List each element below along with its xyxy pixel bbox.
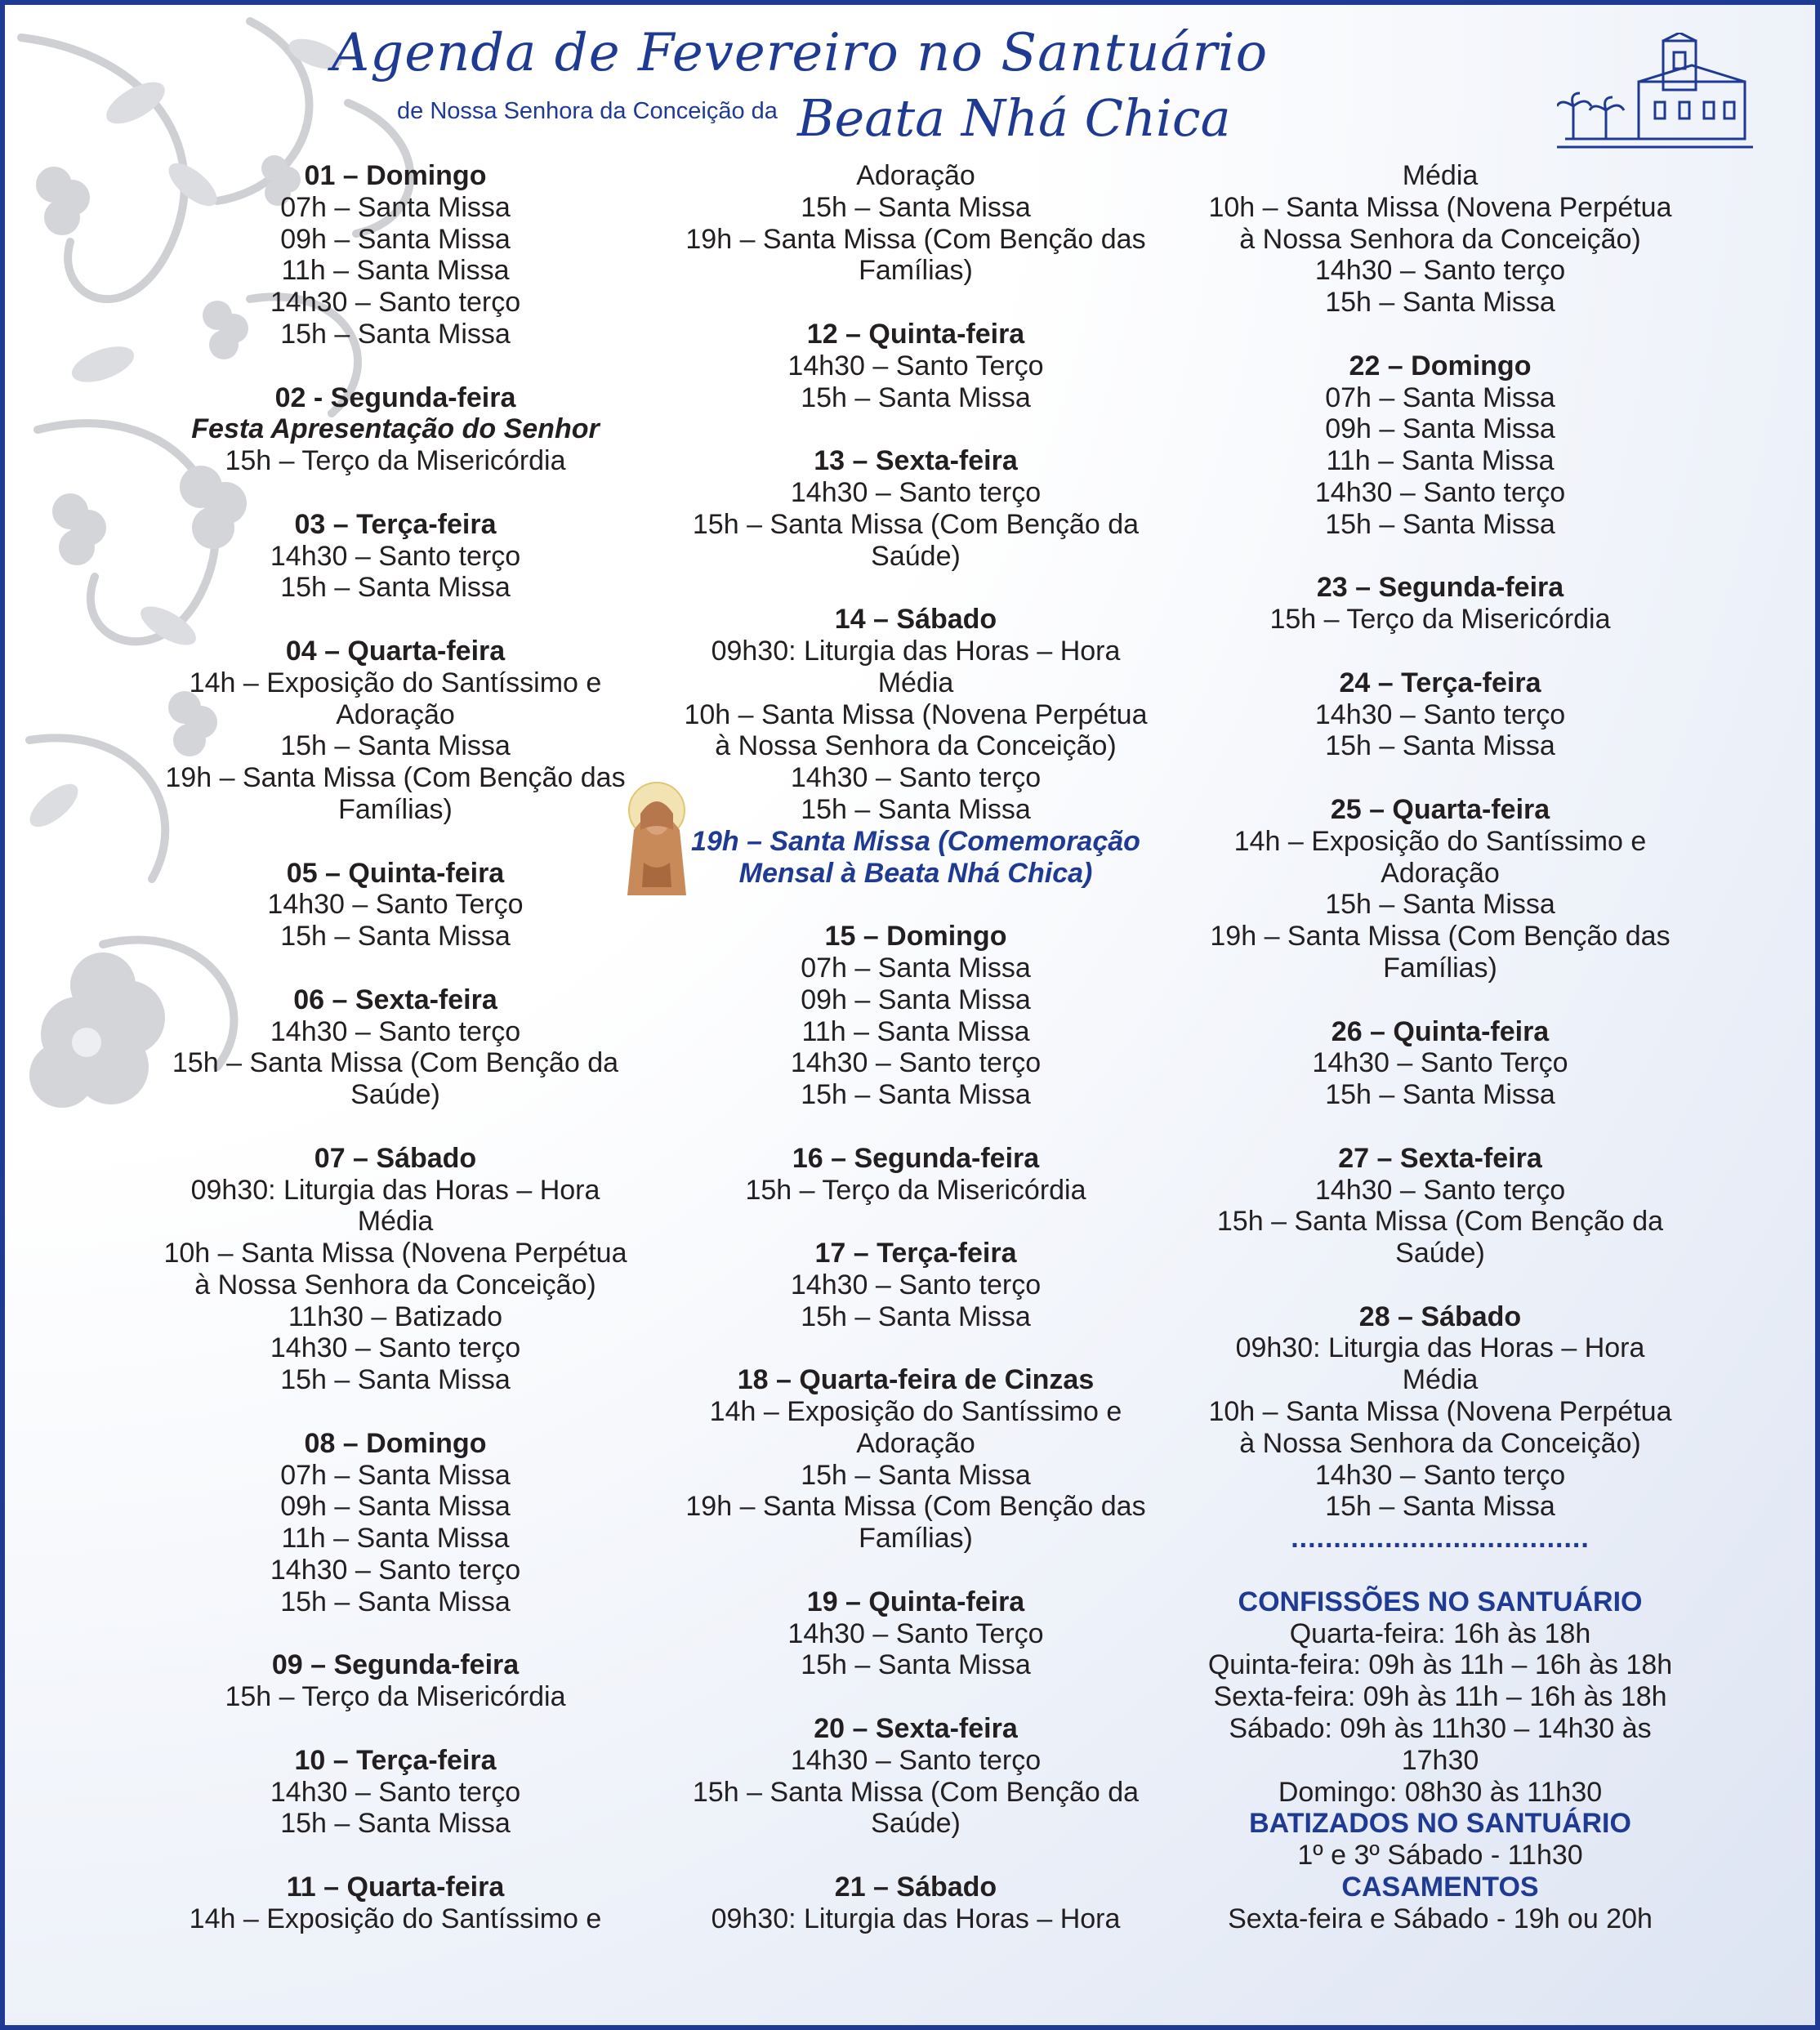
highlight-item: 19h – Santa Missa (Comemoração [691,825,1140,857]
schedule-item: 14h30 – Santo terço [1314,1459,1566,1491]
schedule-item: 14h30 – Santo terço [790,1744,1042,1776]
day-title: 15 – Domingo [824,921,1007,953]
schedule-item: 09h30: Liturgia das Horas – Hora [1235,1332,1645,1364]
confessions-line: Quarta-feira: 16h às 18h [1289,1617,1591,1649]
day-title: 07 – Sábado [314,1142,477,1174]
schedule-item: 15h – Santa Missa [1325,1491,1555,1523]
schedule-item: à Nossa Senhora da Conceição) [1239,1427,1641,1459]
schedule-item: Famílias) [859,1523,973,1555]
schedule-item: 10h – Santa Missa (Novena Perpétua [1208,1396,1672,1428]
schedule-item: Famílias) [859,255,973,287]
schedule-item: Média [1402,1364,1479,1396]
schedule-item: 14h30 – Santo terço [270,287,521,319]
day-title: 23 – Segunda-feira [1316,572,1564,604]
highlight-item: Mensal à Beata Nhá Chica) [738,857,1093,889]
day-title: 14 – Sábado [834,604,997,636]
day-title: 11 – Quarta-feira [286,1872,505,1903]
schedule-item: 15h – Santa Missa [1325,287,1555,319]
baptisms-heading: BATIZADOS NO SANTUÁRIO [1249,1808,1631,1840]
schedule-item: 14h30 – Santo terço [790,476,1042,508]
day-title: 16 – Segunda-feira [792,1142,1040,1174]
church-illustration-icon [1557,33,1753,155]
day-title: 26 – Quinta-feira [1331,1015,1550,1047]
schedule-item: 14h30 – Santo terço [270,1332,521,1364]
schedule-item: 14h30 – Santo terço [1314,698,1566,730]
schedule-item: 15h – Santa Missa [801,1459,1031,1491]
schedule-item: 15h – Terço da Misericórdia [745,1174,1086,1206]
schedule-item: 15h – Santa Missa [1325,730,1555,762]
schedule-column-3 [1195,160,1685,1935]
schedule-item: Média [1402,160,1479,191]
confessions-line: Domingo: 08h30 às 11h30 [1278,1776,1603,1808]
schedule-item: 14h30 – Santo terço [270,540,521,572]
schedule-item: 09h – Santa Missa [801,984,1031,1015]
schedule-item: 07h – Santa Missa [1325,381,1555,413]
page-subtitle: de Nossa Senhora da Conceição da [397,98,778,124]
schedule-item: 14h – Exposição do Santíssimo e [189,667,602,698]
dotted-separator: ................................... [1291,1523,1590,1555]
schedule-item: 15h – Santa Missa [1325,889,1555,921]
schedule-item: 15h – Santa Missa [801,191,1031,223]
schedule-item: 14h30 – Santo Terço [787,1617,1044,1649]
schedule-item: 15h – Santa Missa (Com Benção da [172,1047,619,1079]
schedule-item: 19h – Santa Missa (Com Benção das [165,762,626,794]
confessions-heading: CONFISSÕES NO SANTUÁRIO [1238,1586,1643,1617]
schedule-item: 15h – Santa Missa [801,793,1031,825]
schedule-item: 15h – Santa Missa [280,572,511,604]
page-title: Agenda de Fevereiro no Santuário [332,23,1269,83]
schedule-item: Adoração [856,160,975,191]
sanctuary-name: Beata Nhá Chica [797,88,1231,148]
schedule-item: 19h – Santa Missa (Com Benção das [685,223,1146,255]
schedule-item: 15h – Santa Missa [801,1301,1031,1332]
schedule-item: 15h – Terço da Misericórdia [1269,604,1611,636]
schedule-item: 15h – Terço da Misericórdia [225,1681,566,1713]
schedule-item: 14h30 – Santo terço [1314,255,1566,287]
schedule-item: 09h30: Liturgia das Horas – Hora [190,1174,600,1206]
schedule-item: 09h – Santa Missa [280,223,511,255]
schedule-item: à Nossa Senhora da Conceição) [1239,223,1641,255]
header [332,23,1475,154]
day-title: 28 – Sábado [1358,1301,1522,1332]
schedule-item: 15h – Santa Missa [280,1586,511,1617]
schedule-item: 11h – Santa Missa [281,255,510,287]
schedule-item: Média [357,1206,434,1238]
schedule-item: 10h – Santa Missa (Novena Perpétua [163,1238,627,1269]
schedule-item: 09h30: Liturgia das Horas – Hora [711,635,1121,667]
day-title: 18 – Quarta-feira de Cinzas [737,1364,1095,1396]
schedule-item: 15h – Santa Missa [801,1079,1031,1111]
schedule-item: 09h30: Liturgia das Horas – Hora [711,1903,1121,1934]
schedule-item: 14h30 – Santo terço [790,762,1042,794]
schedule-item: 14h – Exposição do Santíssimo e [189,1903,602,1934]
baptisms-line: 1º e 3º Sábado - 11h30 [1297,1840,1583,1872]
schedule-item: 14h30 – Santo terço [270,1776,521,1808]
schedule-column-1 [150,160,640,1966]
schedule-item: 07h – Santa Missa [801,952,1031,984]
schedule-item: 14h30 – Santo Terço [1312,1047,1568,1079]
schedule-item: 11h – Santa Missa [281,1523,510,1555]
schedule-item: 14h – Exposição do Santíssimo e [709,1396,1122,1428]
schedule-item: 15h – Santa Missa [280,921,511,953]
schedule-item: 15h – Santa Missa [1325,1079,1555,1111]
confessions-line: Quinta-feira: 09h às 11h – 16h às 18h [1207,1649,1673,1681]
schedule-item: Adoração [1381,857,1500,889]
day-title: 10 – Terça-feira [294,1744,497,1776]
confessions-line: 17h30 [1401,1744,1479,1776]
schedule-item: 11h – Santa Missa [1326,445,1555,477]
confessions-line: Sábado: 09h às 11h30 – 14h30 às [1229,1713,1652,1745]
schedule-item: 15h – Santa Missa [801,381,1031,413]
schedule-item: 15h – Terço da Misericórdia [225,445,566,477]
schedule-item: 14h30 – Santo terço [270,1555,521,1586]
schedule-item: Saúde) [350,1079,440,1111]
schedule-item: Adoração [856,1427,975,1459]
day-title: 08 – Domingo [304,1427,487,1459]
schedule-item: 14h30 – Santo terço [790,1269,1042,1301]
schedule-item: 15h – Santa Missa [280,730,511,762]
schedule-item: Saúde) [1395,1238,1485,1269]
day-title: 13 – Sexta-feira [814,445,1018,477]
schedule-item: à Nossa Senhora da Conceição) [194,1269,596,1301]
day-title: 25 – Quarta-feira [1330,793,1550,825]
schedule-item: 14h30 – Santo Terço [787,350,1044,381]
schedule-item: Adoração [336,698,455,730]
day-title: 22 – Domingo [1349,350,1532,381]
schedule-item: Saúde) [871,540,961,572]
schedule-item: Média [877,667,954,698]
day-title: 04 – Quarta-feira [285,635,506,667]
schedule-item: 11h – Santa Missa [801,1015,1030,1047]
day-title: 20 – Sexta-feira [814,1713,1018,1745]
schedule-item: Famílias) [1383,952,1497,984]
schedule-item: Famílias) [338,793,453,825]
day-title: 09 – Segunda-feira [271,1649,520,1681]
saint-portrait-icon [619,781,694,895]
schedule-item: 15h – Santa Missa [801,1649,1031,1681]
day-title: 17 – Terça-feira [814,1238,1017,1269]
schedule-item: 10h – Santa Missa (Novena Perpétua [684,698,1148,730]
schedule-item: 10h – Santa Missa (Novena Perpétua [1208,191,1672,223]
schedule-item: 15h – Santa Missa [280,318,511,350]
schedule-item: à Nossa Senhora da Conceição) [715,730,1117,762]
schedule-item: 14h30 – Santo terço [1314,1174,1566,1206]
day-title: 06 – Sexta-feira [293,984,497,1015]
day-title: 27 – Sexta-feira [1338,1142,1542,1174]
schedule-item: 15h – Santa Missa (Com Benção da [692,1776,1140,1808]
schedule-item: 14h30 – Santo terço [270,1015,521,1047]
schedule-item: 15h – Santa Missa (Com Benção da [1216,1206,1664,1238]
day-title: 02 - Segunda-feira [274,381,516,413]
day-title: 24 – Terça-feira [1339,667,1541,698]
schedule-item: 15h – Santa Missa (Com Benção da [692,508,1140,540]
day-title: 21 – Sábado [834,1872,997,1903]
schedule-item: 11h30 – Batizado [288,1301,503,1332]
day-title: 19 – Quinta-feira [806,1586,1025,1617]
feast-title: Festa Apresentação do Senhor [191,413,600,445]
schedule-item: 14h – Exposição do Santíssimo e [1233,825,1647,857]
schedule-item: 15h – Santa Missa [280,1364,511,1396]
weddings-line: Sexta-feira e Sábado - 19h ou 20h [1228,1903,1653,1934]
day-title: 05 – Quinta-feira [286,857,505,889]
day-title: 12 – Quinta-feira [806,318,1025,350]
schedule-column-2 [671,160,1161,1966]
schedule-item: 09h – Santa Missa [280,1491,511,1523]
day-title: 03 – Terça-feira [294,508,497,540]
schedule-item: 19h – Santa Missa (Com Benção das [1210,921,1671,953]
schedule-item: 14h30 – Santo Terço [267,889,524,921]
schedule-item: 14h30 – Santo terço [790,1047,1042,1079]
schedule-item: 09h – Santa Missa [1325,413,1555,445]
day-title: 01 – Domingo [304,160,487,191]
schedule-item: 14h30 – Santo terço [1314,476,1566,508]
confessions-line: Sexta-feira: 09h às 11h – 16h às 18h [1213,1681,1667,1713]
schedule-item: Saúde) [871,1808,961,1840]
schedule-item: 19h – Santa Missa (Com Benção das [685,1491,1146,1523]
weddings-heading: CASAMENTOS [1341,1872,1539,1903]
schedule-item: 07h – Santa Missa [280,191,511,223]
schedule-item: 15h – Santa Missa [1325,508,1555,540]
schedule-item: 15h – Santa Missa [280,1808,511,1840]
schedule-item: 07h – Santa Missa [280,1459,511,1491]
